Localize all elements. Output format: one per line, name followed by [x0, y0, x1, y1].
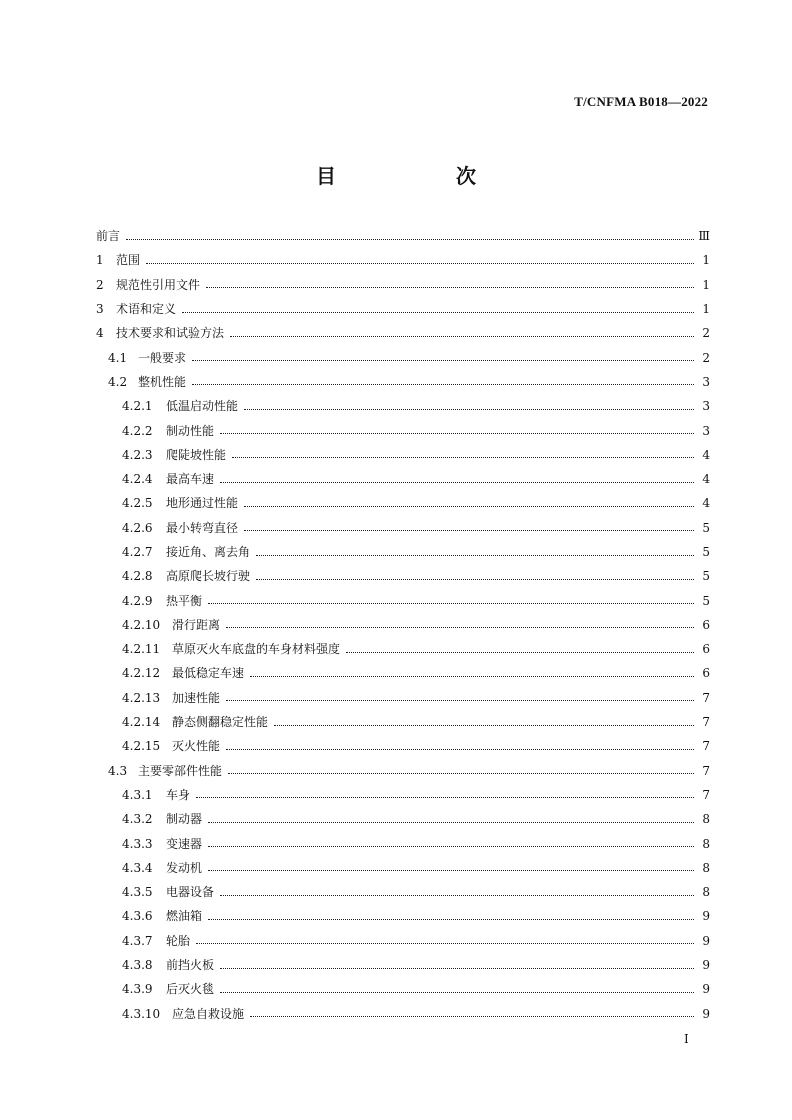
toc-entry-title: 最高车速	[166, 472, 215, 487]
toc-entry-page: 1	[702, 302, 710, 317]
toc-entry-title: 高原爬长坡行驶	[166, 569, 251, 584]
toc-leader-dots	[220, 470, 694, 483]
toc-entry-title: 发动机	[166, 860, 203, 875]
toc-entry-title: 加速性能	[172, 690, 221, 705]
toc-entry-number: 4.3.9	[122, 982, 153, 997]
toc-entry-title: 最小转弯直径	[166, 520, 239, 535]
toc-entry[interactable]	[96, 831, 710, 855]
toc-entry[interactable]	[96, 686, 710, 710]
toc-entry[interactable]	[96, 370, 710, 394]
toc-leader-dots	[346, 640, 694, 653]
toc-entry-page: 7	[702, 787, 710, 802]
toc-leader-dots	[208, 591, 694, 604]
toc-leader-dots	[126, 227, 694, 240]
toc-entry-title: 技术要求和试验方法	[116, 326, 225, 341]
toc-entry[interactable]	[96, 1002, 710, 1026]
toc-entry-number: 2	[96, 277, 104, 292]
toc-entry-number: 4.3.4	[122, 860, 153, 875]
toc-entry-title: 前挡火板	[166, 958, 215, 973]
toc-leader-dots	[196, 931, 694, 944]
toc-entry-number: 4.2.8	[122, 569, 153, 584]
toc-entry-title: 主要零部件性能	[138, 763, 223, 778]
toc-entry-title: 热平衡	[166, 593, 203, 608]
toc-entry-number: 4.3.2	[122, 812, 153, 827]
toc-entry-number: 4.2.12	[122, 666, 161, 681]
toc-entry-number: 4.3.6	[122, 909, 153, 924]
toc-entry-number: 4.3.3	[122, 836, 153, 851]
toc-entry[interactable]	[96, 880, 710, 904]
toc-entry-number: 4.3.1	[122, 787, 153, 802]
toc-entry-page: 5	[702, 593, 710, 608]
toc-entry-page: 2	[702, 350, 710, 365]
toc-entry-number: 4.2.15	[122, 739, 161, 754]
toc-entry-number: 4.1	[108, 350, 128, 365]
toc-entry[interactable]	[96, 273, 710, 297]
toc-entry[interactable]	[96, 467, 710, 491]
toc-leader-dots	[250, 664, 694, 677]
toc-leader-dots	[146, 251, 694, 264]
toc-leader-dots	[208, 834, 694, 847]
toc-entry[interactable]	[96, 856, 710, 880]
toc-entry-number: 4.2.9	[122, 593, 153, 608]
toc-entry-title: 制动器	[166, 812, 203, 827]
toc-leader-dots	[244, 494, 694, 507]
toc-entry-number: 4.2	[108, 374, 128, 389]
toc-entry-title: 灭火性能	[172, 739, 221, 754]
toc-entry-number: 3	[96, 302, 104, 317]
toc-leader-dots	[220, 980, 694, 993]
toc-entry[interactable]	[96, 710, 710, 734]
toc-entry-number: 4.3.10	[122, 1006, 161, 1021]
toc-entry-title: 轮胎	[166, 933, 191, 948]
toc-entry-number: 4.2.11	[122, 642, 161, 657]
toc-entry-page: 9	[702, 933, 710, 948]
toc-entry-title: 草原灭火车底盘的车身材料强度	[172, 642, 341, 657]
toc-leader-dots	[192, 372, 694, 385]
toc-entry[interactable]	[96, 588, 710, 612]
toc-entry-page: Ⅲ	[698, 229, 710, 244]
toc-entry-page: 9	[702, 982, 710, 997]
toc-entry[interactable]	[96, 321, 710, 345]
toc-leader-dots	[196, 785, 694, 798]
toc-entry-number: 4.2.1	[122, 399, 153, 414]
toc-entry-page: 3	[702, 374, 710, 389]
toc-leader-dots	[244, 518, 694, 531]
toc-entry-page: 4	[702, 472, 710, 487]
toc-entry[interactable]	[96, 977, 710, 1001]
page-number: I	[684, 1032, 689, 1046]
toc-leader-dots	[182, 300, 694, 313]
toc-entry-page: 4	[702, 496, 710, 511]
toc-entry-page: 1	[702, 253, 710, 268]
toc-entry[interactable]	[96, 734, 710, 758]
toc-leader-dots	[274, 713, 694, 726]
toc-entry-title: 后灭火毯	[166, 982, 215, 997]
toc-entry-number: 4.2.3	[122, 447, 153, 462]
toc-leader-dots	[256, 567, 694, 580]
toc-entry-number: 4.2.6	[122, 520, 153, 535]
toc-leader-dots	[208, 810, 694, 823]
toc-entry-number: 4.2.14	[122, 715, 161, 730]
toc-entry-title: 制动性能	[166, 423, 215, 438]
toc-entry-title: 电器设备	[166, 885, 215, 900]
toc-leader-dots	[208, 907, 694, 920]
toc-entry-title: 燃油箱	[166, 909, 203, 924]
toc-entry[interactable]	[96, 418, 710, 442]
toc-entry[interactable]	[96, 564, 710, 588]
page-title: 目 次	[316, 164, 526, 188]
toc-entry-page: 7	[702, 739, 710, 754]
toc-entry-page: 7	[702, 690, 710, 705]
toc-entry-page: 3	[702, 399, 710, 414]
toc-entry-title: 规范性引用文件	[116, 277, 201, 292]
toc-leader-dots	[206, 275, 694, 288]
toc-entry-number: 4.3.7	[122, 933, 153, 948]
toc-entry-number: 4.2.2	[122, 423, 153, 438]
toc-entry-title: 车身	[166, 787, 191, 802]
toc-entry-title: 滑行距离	[172, 617, 221, 632]
toc-entry[interactable]	[96, 637, 710, 661]
toc-leader-dots	[250, 1004, 694, 1017]
toc-entry-page: 8	[702, 885, 710, 900]
toc-leader-dots	[226, 737, 694, 750]
toc-entry-page: 6	[702, 617, 710, 632]
toc-entry-page: 8	[702, 836, 710, 851]
toc-leader-dots	[208, 858, 694, 871]
toc-entry-page: 9	[702, 958, 710, 973]
toc-entry-page: 6	[702, 666, 710, 681]
toc-entry[interactable]	[96, 224, 710, 248]
toc-entry[interactable]	[96, 540, 710, 564]
toc-entry[interactable]	[96, 248, 710, 272]
toc-entry-title: 一般要求	[138, 350, 187, 365]
toc-entry-page: 9	[702, 1006, 710, 1021]
toc-entry[interactable]	[96, 613, 710, 637]
toc-entry[interactable]	[96, 759, 710, 783]
toc-entry-title: 范围	[116, 253, 141, 268]
toc-entry-page: 5	[702, 520, 710, 535]
toc-entry-number: 4	[96, 326, 104, 341]
toc-entry-title: 变速器	[166, 836, 203, 851]
toc-entry[interactable]	[96, 783, 710, 807]
toc-leader-dots	[256, 543, 694, 556]
toc-leader-dots	[230, 324, 694, 337]
toc-entry[interactable]	[96, 394, 710, 418]
toc-entry[interactable]	[96, 516, 710, 540]
toc-entry-number: 1	[96, 253, 104, 268]
toc-entry-page: 7	[702, 763, 710, 778]
toc-entry-title: 应急自救设施	[172, 1006, 245, 1021]
toc-entry-number: 4.2.4	[122, 472, 153, 487]
toc-entry-title: 地形通过性能	[166, 496, 239, 511]
toc-entry-title: 接近角、离去角	[166, 545, 251, 559]
toc-entry-page: 2	[702, 326, 710, 341]
toc-entry[interactable]	[96, 345, 710, 369]
toc-leader-dots	[244, 397, 694, 410]
toc-entry-title: 低温启动性能	[166, 399, 239, 414]
toc-leader-dots	[226, 688, 694, 701]
toc-entry-number: 4.3.8	[122, 958, 153, 973]
toc-entry-number: 4.2.13	[122, 690, 161, 705]
toc-entry-number: 4.2.10	[122, 617, 161, 632]
toc-entry-page: 5	[702, 545, 710, 559]
toc-entry-title: 术语和定义	[116, 302, 177, 317]
toc-leader-dots	[192, 348, 694, 361]
toc-entry-title: 前言	[96, 229, 121, 244]
toc-entry-title: 整机性能	[138, 374, 187, 389]
toc-entry[interactable]	[96, 807, 710, 831]
toc-entry-number: 4.3.5	[122, 885, 153, 900]
toc-entry-title: 静态侧翻稳定性能	[172, 715, 269, 730]
toc-entry-number: 4.3	[108, 763, 128, 778]
toc-leader-dots	[220, 421, 694, 434]
table-of-contents	[96, 224, 710, 1026]
document-code: T/CNFMA B018—2022	[574, 94, 708, 109]
toc-entry-title: 爬陡坡性能	[166, 447, 227, 462]
toc-leader-dots	[220, 956, 694, 969]
toc-entry[interactable]	[96, 904, 710, 928]
toc-leader-dots	[228, 761, 694, 774]
toc-entry[interactable]	[96, 661, 710, 685]
toc-entry-page: 3	[702, 423, 710, 438]
toc-leader-dots	[220, 883, 694, 896]
toc-leader-dots	[226, 615, 694, 628]
toc-entry-page: 8	[702, 860, 710, 875]
toc-entry-page: 4	[702, 447, 710, 462]
toc-entry-number: 4.2.7	[122, 545, 153, 559]
toc-entry-page: 8	[702, 812, 710, 827]
toc-entry-page: 1	[702, 277, 710, 292]
toc-entry-page: 5	[702, 569, 710, 584]
toc-entry-title: 最低稳定车速	[172, 666, 245, 681]
toc-leader-dots	[232, 445, 694, 458]
toc-entry-page: 7	[702, 715, 710, 730]
toc-entry[interactable]	[96, 929, 710, 953]
toc-entry[interactable]	[96, 297, 710, 321]
toc-entry-page: 9	[702, 909, 710, 924]
toc-entry[interactable]	[96, 953, 710, 977]
toc-entry[interactable]	[96, 491, 710, 515]
toc-entry-page: 6	[702, 642, 710, 657]
toc-entry[interactable]	[96, 443, 710, 467]
toc-entry-number: 4.2.5	[122, 496, 153, 511]
